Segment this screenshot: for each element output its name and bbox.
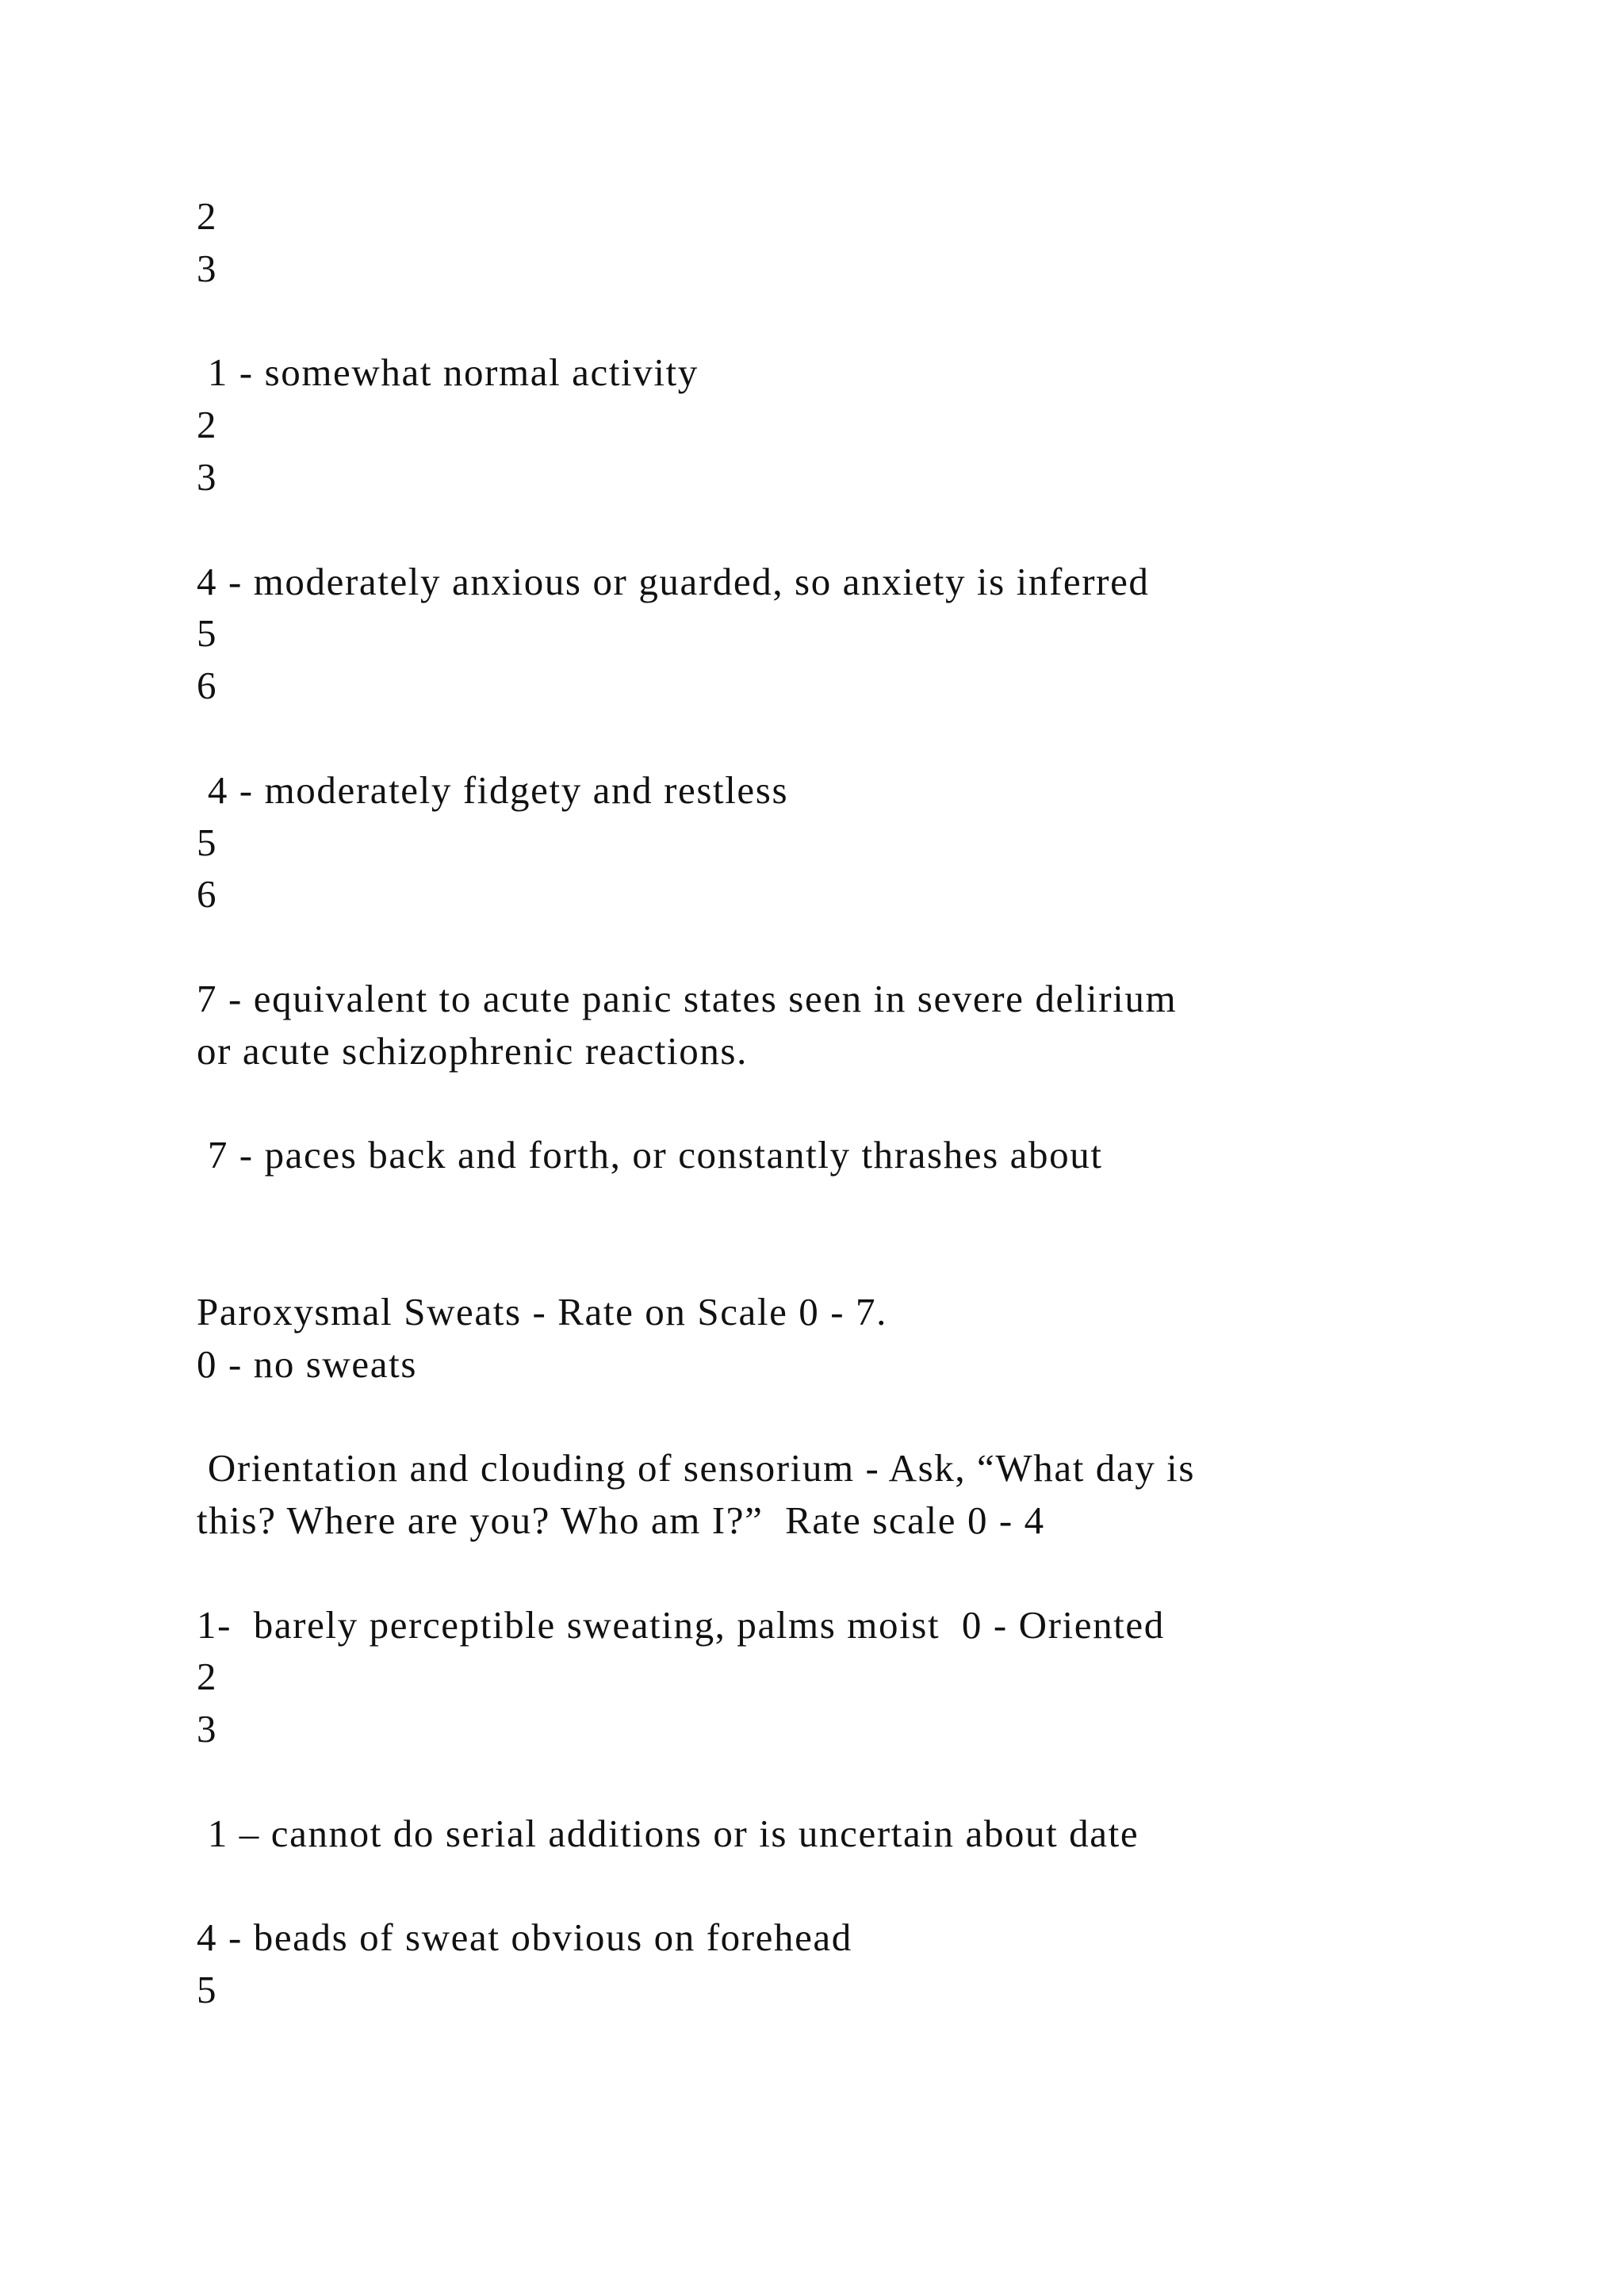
text-line (197, 503, 1434, 556)
text-line (197, 1234, 1434, 1286)
text-line: 7 - equivalent to acute panic states seen in severe delirium (197, 976, 1178, 1020)
text-line: 6 (197, 664, 218, 708)
text-line (197, 1181, 1434, 1234)
text-line: 4 - moderately fidgety and restless (197, 767, 789, 812)
text-line: 6 (197, 872, 218, 916)
text-line: 2 (197, 1655, 218, 1699)
text-line (197, 295, 1434, 347)
text-line: 2 (197, 403, 218, 447)
document-text-body (197, 190, 1434, 2016)
text-line: 5 (197, 611, 218, 656)
text-line: 2 (197, 194, 218, 238)
text-line: this? Where are you? Who am I?” Rate scale 0 - 4 (197, 1498, 1045, 1542)
text-line: 1 – cannot do serial additions or is uncertain about date (197, 1811, 1139, 1855)
text-line: 4 - moderately anxious or guarded, so anxiety is inferred (197, 559, 1150, 603)
text-line: Orientation and clouding of sensorium - Ask, “What day is (197, 1446, 1196, 1490)
text-line: 4 - beads of sweat obvious on forehead (197, 1915, 852, 1960)
text-line: 0 - no sweats (197, 1341, 418, 1386)
text-line (197, 920, 1434, 973)
text-line (197, 1755, 1434, 1808)
text-line: 5 (197, 820, 218, 864)
text-line (197, 1390, 1434, 1442)
text-line: Paroxysmal Sweats - Rate on Scale 0 - 7. (197, 1289, 887, 1334)
text-line (197, 1547, 1434, 1599)
text-line: 5 (197, 1968, 218, 2012)
text-line: 3 (197, 454, 218, 499)
text-line (197, 1860, 1434, 1912)
text-line (197, 1077, 1434, 1130)
text-line: 7 - paces back and forth, or constantly thrashes about (197, 1133, 1103, 1177)
text-line: 1 - somewhat normal activity (197, 350, 699, 395)
text-line: or acute schizophrenic reactions. (197, 1028, 748, 1073)
text-line: 1- barely perceptible sweating, palms moist 0 - Oriented (197, 1602, 1165, 1647)
text-line (197, 712, 1434, 764)
text-line: 3 (197, 246, 218, 290)
text-line: 3 (197, 1707, 218, 1751)
